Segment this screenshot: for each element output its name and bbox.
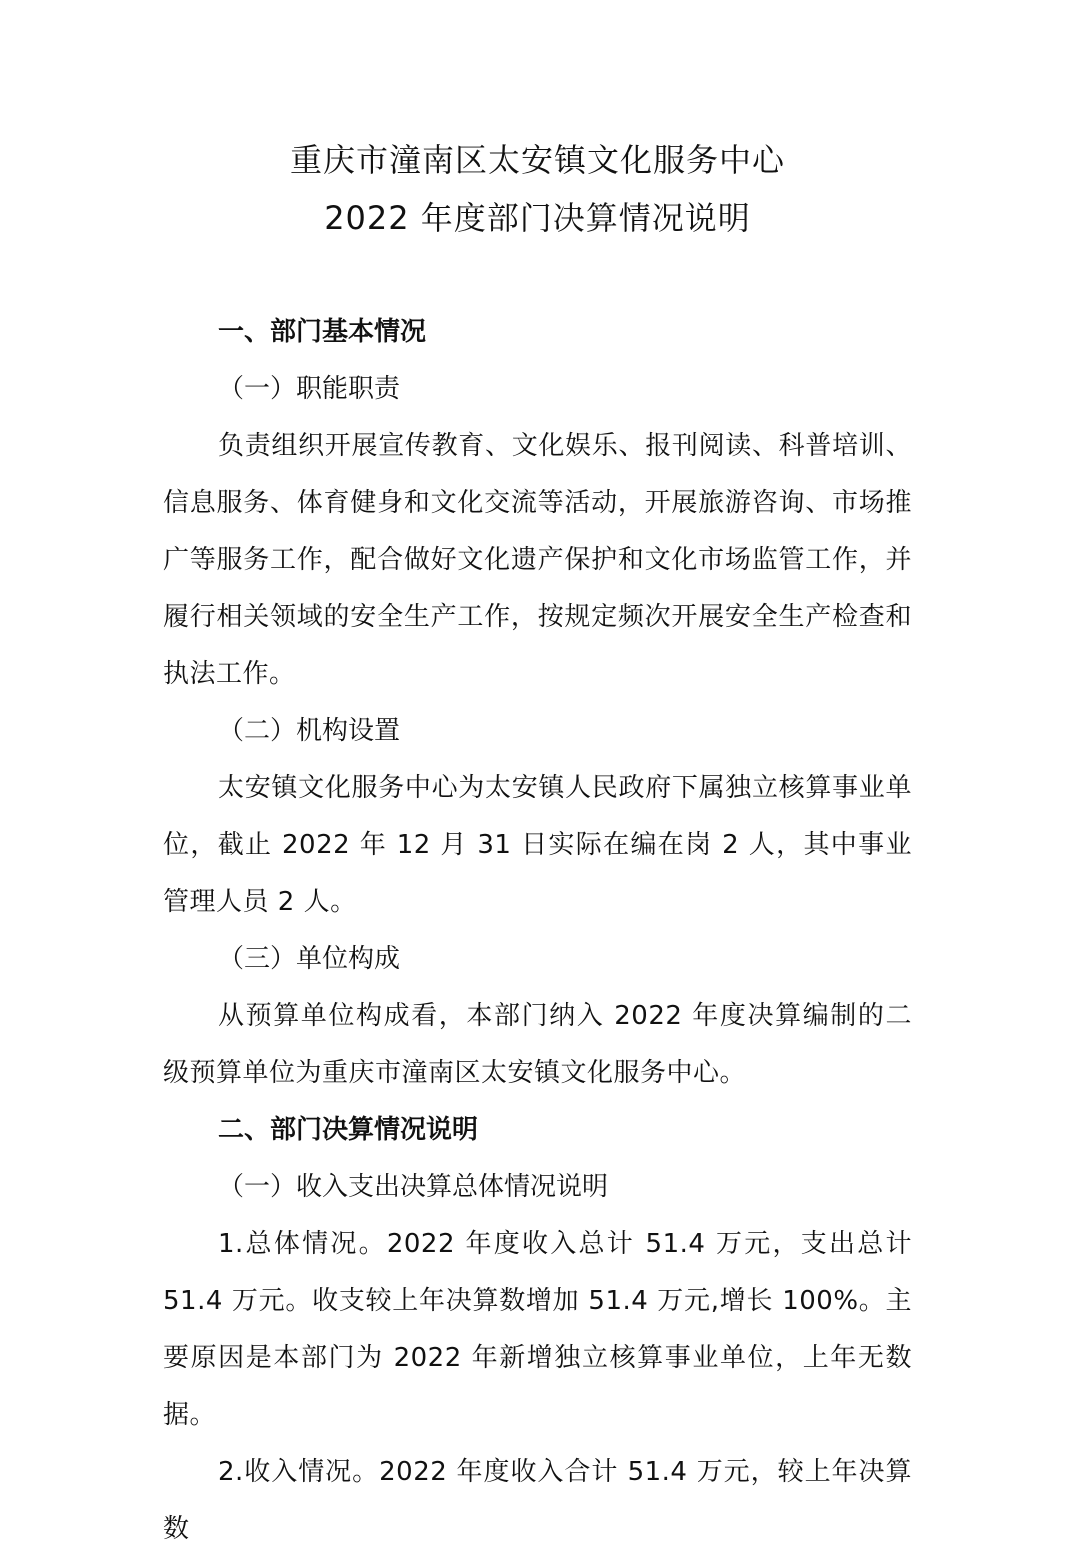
section-2-item-2-text: 2.收入情况。2022 年度收入合计 51.4 万元，较上年决算数 (163, 1457, 912, 1544)
section-1-sub-1-heading: （一）职能职责 (218, 374, 401, 404)
section-2-sub-1-heading: （一）收入支出决算总体情况说明 (218, 1172, 609, 1202)
section-2-heading: 二、部门决算情况说明 (218, 1115, 479, 1145)
section-1-sub-3-text: 从预算单位构成看，本部门纳入 2022 年度决算编制的二级预算单位为重庆市潼南区太安镇文化服务中心。 (163, 1001, 912, 1088)
section-1-sub-3-heading: （三）单位构成 (218, 944, 401, 974)
section-1-sub-2-heading: （二）机构设置 (218, 716, 401, 746)
section-1-sub-1-text: 负责组织开展宣传教育、文化娱乐、报刊阅读、科普培训、信息服务、体育健身和文化交流等活动，开展旅游咨询、市场推广等服务工作，配合做好文化遗产保护和文化市场监管工作，并履行相关领域的安全生产工作，按规定频次开展安全生产检查和执法工作。 (163, 431, 912, 689)
document-title-line-1: 重庆市潼南区太安镇文化服务中心 (289, 141, 785, 179)
section-1-sub-2-text: 太安镇文化服务中心为太安镇人民政府下属独立核算事业单位，截止 2022 年 12 月 31 日实际在编在岗 2 人，其中事业管理人员 2 人。 (163, 773, 912, 917)
document-title-line-2: 2022 年度部门决算情况说明 (324, 199, 751, 237)
section-1-heading: 一、部门基本情况 (218, 317, 427, 347)
section-2-item-1-text: 1.总体情况。2022 年度收入总计 51.4 万元，支出总计 51.4 万元。收支较上年决算数增加 51.4 万元,增长 100%。主要原因是本部门为 2022 年新增独立核算事业单位，上年无数据。 (163, 1229, 912, 1430)
